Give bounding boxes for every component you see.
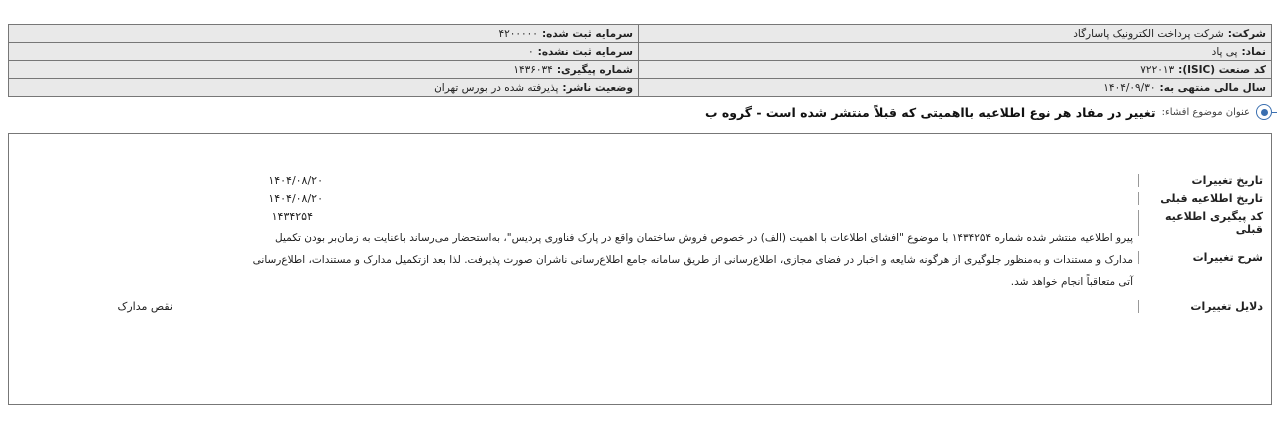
registered-capital-value: ۴۲۰۰۰۰۰	[498, 27, 538, 40]
reasons-value: نقص مدارک	[117, 300, 173, 313]
prev-notice-date-row	[268, 192, 1263, 205]
prev-notice-date-label: تاریخ اطلاعیه قبلی	[1138, 192, 1263, 205]
info-row	[9, 79, 1272, 97]
isic-cell	[639, 61, 1272, 79]
symbol-label: نماد:	[1241, 45, 1266, 58]
prev-tracking-value: ۱۴۳۴۲۵۴	[271, 210, 313, 223]
company-label: شرکت:	[1227, 27, 1266, 40]
tracking-label: شماره پیگیری:	[556, 63, 633, 76]
publisher-status-cell	[9, 79, 639, 97]
subject-label: عنوان موضوع افشاء:	[1161, 106, 1250, 118]
info-row	[9, 25, 1272, 43]
isic-value: ۷۲۲۰۱۳	[1140, 63, 1175, 76]
fiscal-year-cell	[639, 79, 1272, 97]
unregistered-capital-label: سرمایه ثبت نشده:	[537, 45, 633, 58]
unregistered-capital-value: ۰	[528, 45, 534, 58]
fiscal-year-value: ۱۴۰۴/۰۹/۳۰	[1103, 81, 1156, 94]
company-value: شرکت پرداخت الکترونیک پاسارگاد	[1073, 27, 1224, 40]
change-desc-text	[133, 227, 1133, 293]
symbol-value: پی پاد	[1211, 45, 1238, 58]
change-desc-line: مدارک و مستندات و به‌منظور جلوگیری از هرگونه شایعه و اخبار در فضای مجازی، اطلاع‌رسانی از طریق سامانه جامع اطلاع‌رسانی ناشران صورت پذیرفت. لذا بعد ازتکمیل مدارک و مستندات، اطلاع‌رسانی	[252, 254, 1133, 266]
fiscal-year-label: سال مالی منتهی به:	[1159, 81, 1266, 94]
registered-capital-label: سرمایه ثبت شده:	[541, 27, 633, 40]
reasons-row	[117, 300, 1263, 313]
unregistered-capital-cell	[9, 43, 639, 61]
publisher-status-label: وضعیت ناشر:	[562, 81, 633, 94]
prev-notice-date-value: ۱۴۰۴/۰۸/۲۰	[268, 192, 323, 205]
prev-tracking-row	[271, 210, 1263, 236]
reasons-label: دلایل تغییرات	[1138, 300, 1263, 313]
change-date-row	[268, 174, 1263, 187]
change-date-label: تاریخ تغییرات	[1138, 174, 1263, 187]
publisher-status-value: پذیرفته شده در بورس تهران	[434, 81, 559, 94]
info-row	[9, 61, 1272, 79]
change-desc-label: شرح تغییرات	[1138, 251, 1263, 264]
change-desc-line: آتی متعاقباً انجام خواهد شد.	[1010, 276, 1133, 288]
subject-header	[8, 101, 1272, 123]
prev-tracking-label: کد پیگیری اطلاعیه قبلی	[1138, 210, 1263, 236]
info-row	[9, 43, 1272, 61]
company-info-table	[8, 24, 1272, 97]
change-desc-line: پیرو اطلاعیه منتشر شده شماره ۱۴۳۴۲۵۴ با موضوع "افشای اطلاعات با اهمیت (الف) در خصوص فروش ساختمان واقع در پارک فناوری پردیس"، به‌استحضار می‌رساند باعنایت به زمان‌بر بودن تکمیل	[275, 232, 1133, 244]
tracking-value: ۱۴۳۶۰۳۴	[513, 63, 553, 76]
details-box	[8, 133, 1272, 405]
subject-title: تغییر در مفاد هر نوع اطلاعیه بااهمیتی که قبلاً منتشر شده است - گروه ب	[704, 104, 1156, 120]
tracking-cell	[9, 61, 639, 79]
registered-capital-cell	[9, 25, 639, 43]
isic-label: کد صنعت (ISIC):	[1178, 63, 1266, 76]
radio-bullet-icon	[1256, 104, 1272, 120]
company-cell	[639, 25, 1272, 43]
change-date-value: ۱۴۰۴/۰۸/۲۰	[268, 174, 323, 187]
symbol-cell	[639, 43, 1272, 61]
